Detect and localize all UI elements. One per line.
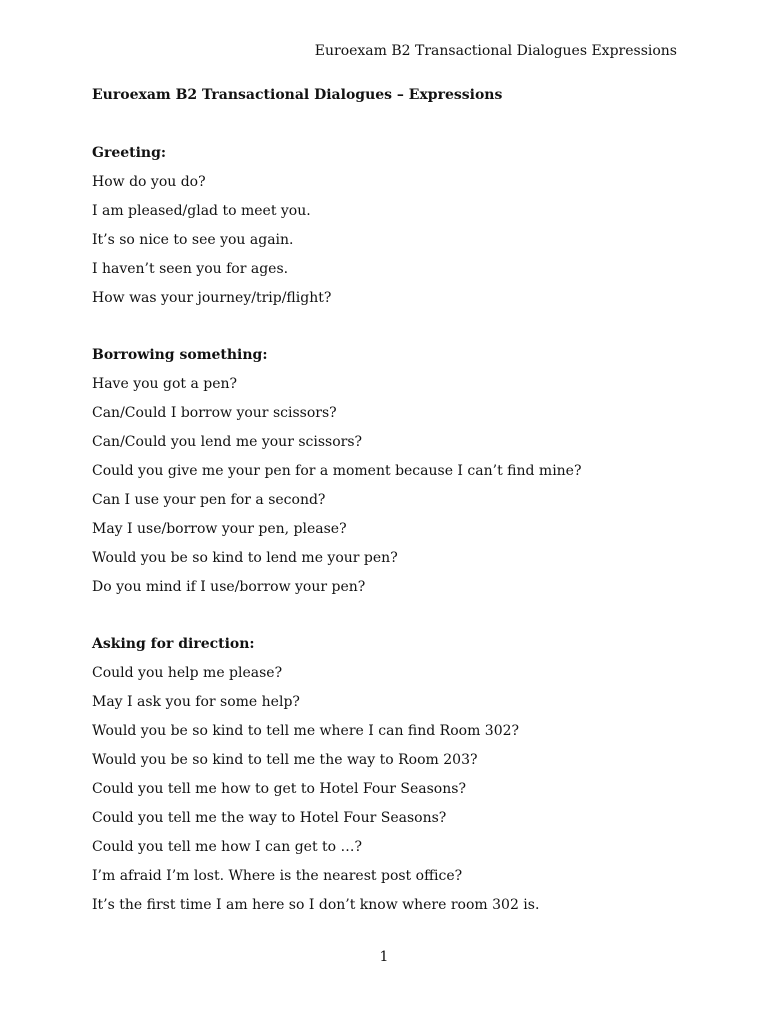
expression-line: How do you do? <box>92 174 206 190</box>
section-heading-asking-direction: Asking for direction: <box>92 636 255 652</box>
expression-line: Would you be so kind to tell me where I can find Room 302? <box>92 723 520 739</box>
expression-line: I am pleased/glad to meet you. <box>92 203 311 219</box>
expression-line: May I use/borrow your pen, please? <box>92 521 347 537</box>
expression-line: Could you help me please? <box>92 665 283 681</box>
expression-line: Can I use your pen for a second? <box>92 492 326 508</box>
expression-line: May I ask you for some help? <box>92 694 300 710</box>
page-number: 1 <box>379 949 389 965</box>
section-heading-greeting: Greeting: <box>92 145 167 161</box>
expression-line: I’m afraid I’m lost. Where is the nearest post office? <box>92 868 463 884</box>
expression-line: Can/Could I borrow your scissors? <box>92 405 337 421</box>
section-heading-borrowing: Borrowing something: <box>92 347 268 363</box>
expression-line: Could you tell me the way to Hotel Four Seasons? <box>92 810 447 826</box>
expression-line: Could you tell me how to get to Hotel Four Seasons? <box>92 781 466 797</box>
expression-line: Can/Could you lend me your scissors? <box>92 434 363 450</box>
document-title: Euroexam B2 Transactional Dialogues – Expressions <box>92 87 503 103</box>
section-borrowing <box>92 346 581 607</box>
expression-line: I haven’t seen you for ages. <box>92 261 289 277</box>
expression-line: It’s the first time I am here so I don’t know where room 302 is. <box>92 897 540 913</box>
expression-line: Would you be so kind to lend me your pen? <box>92 550 398 566</box>
expression-line: Do you mind if I use/borrow your pen? <box>92 579 366 595</box>
expression-line: Could you tell me how I can get to …? <box>92 839 363 855</box>
section-asking-direction <box>92 635 539 925</box>
expression-line: Have you got a pen? <box>92 376 238 392</box>
expression-line: Could you give me your pen for a moment because I can’t find mine? <box>92 463 582 479</box>
expression-line: It’s so nice to see you again. <box>92 232 294 248</box>
running-header: Euroexam B2 Transactional Dialogues Expressions <box>314 43 677 59</box>
section-greeting <box>92 144 331 318</box>
expression-line: Would you be so kind to tell me the way to Room 203? <box>92 752 478 768</box>
expression-line: How was your journey/trip/flight? <box>92 290 332 306</box>
